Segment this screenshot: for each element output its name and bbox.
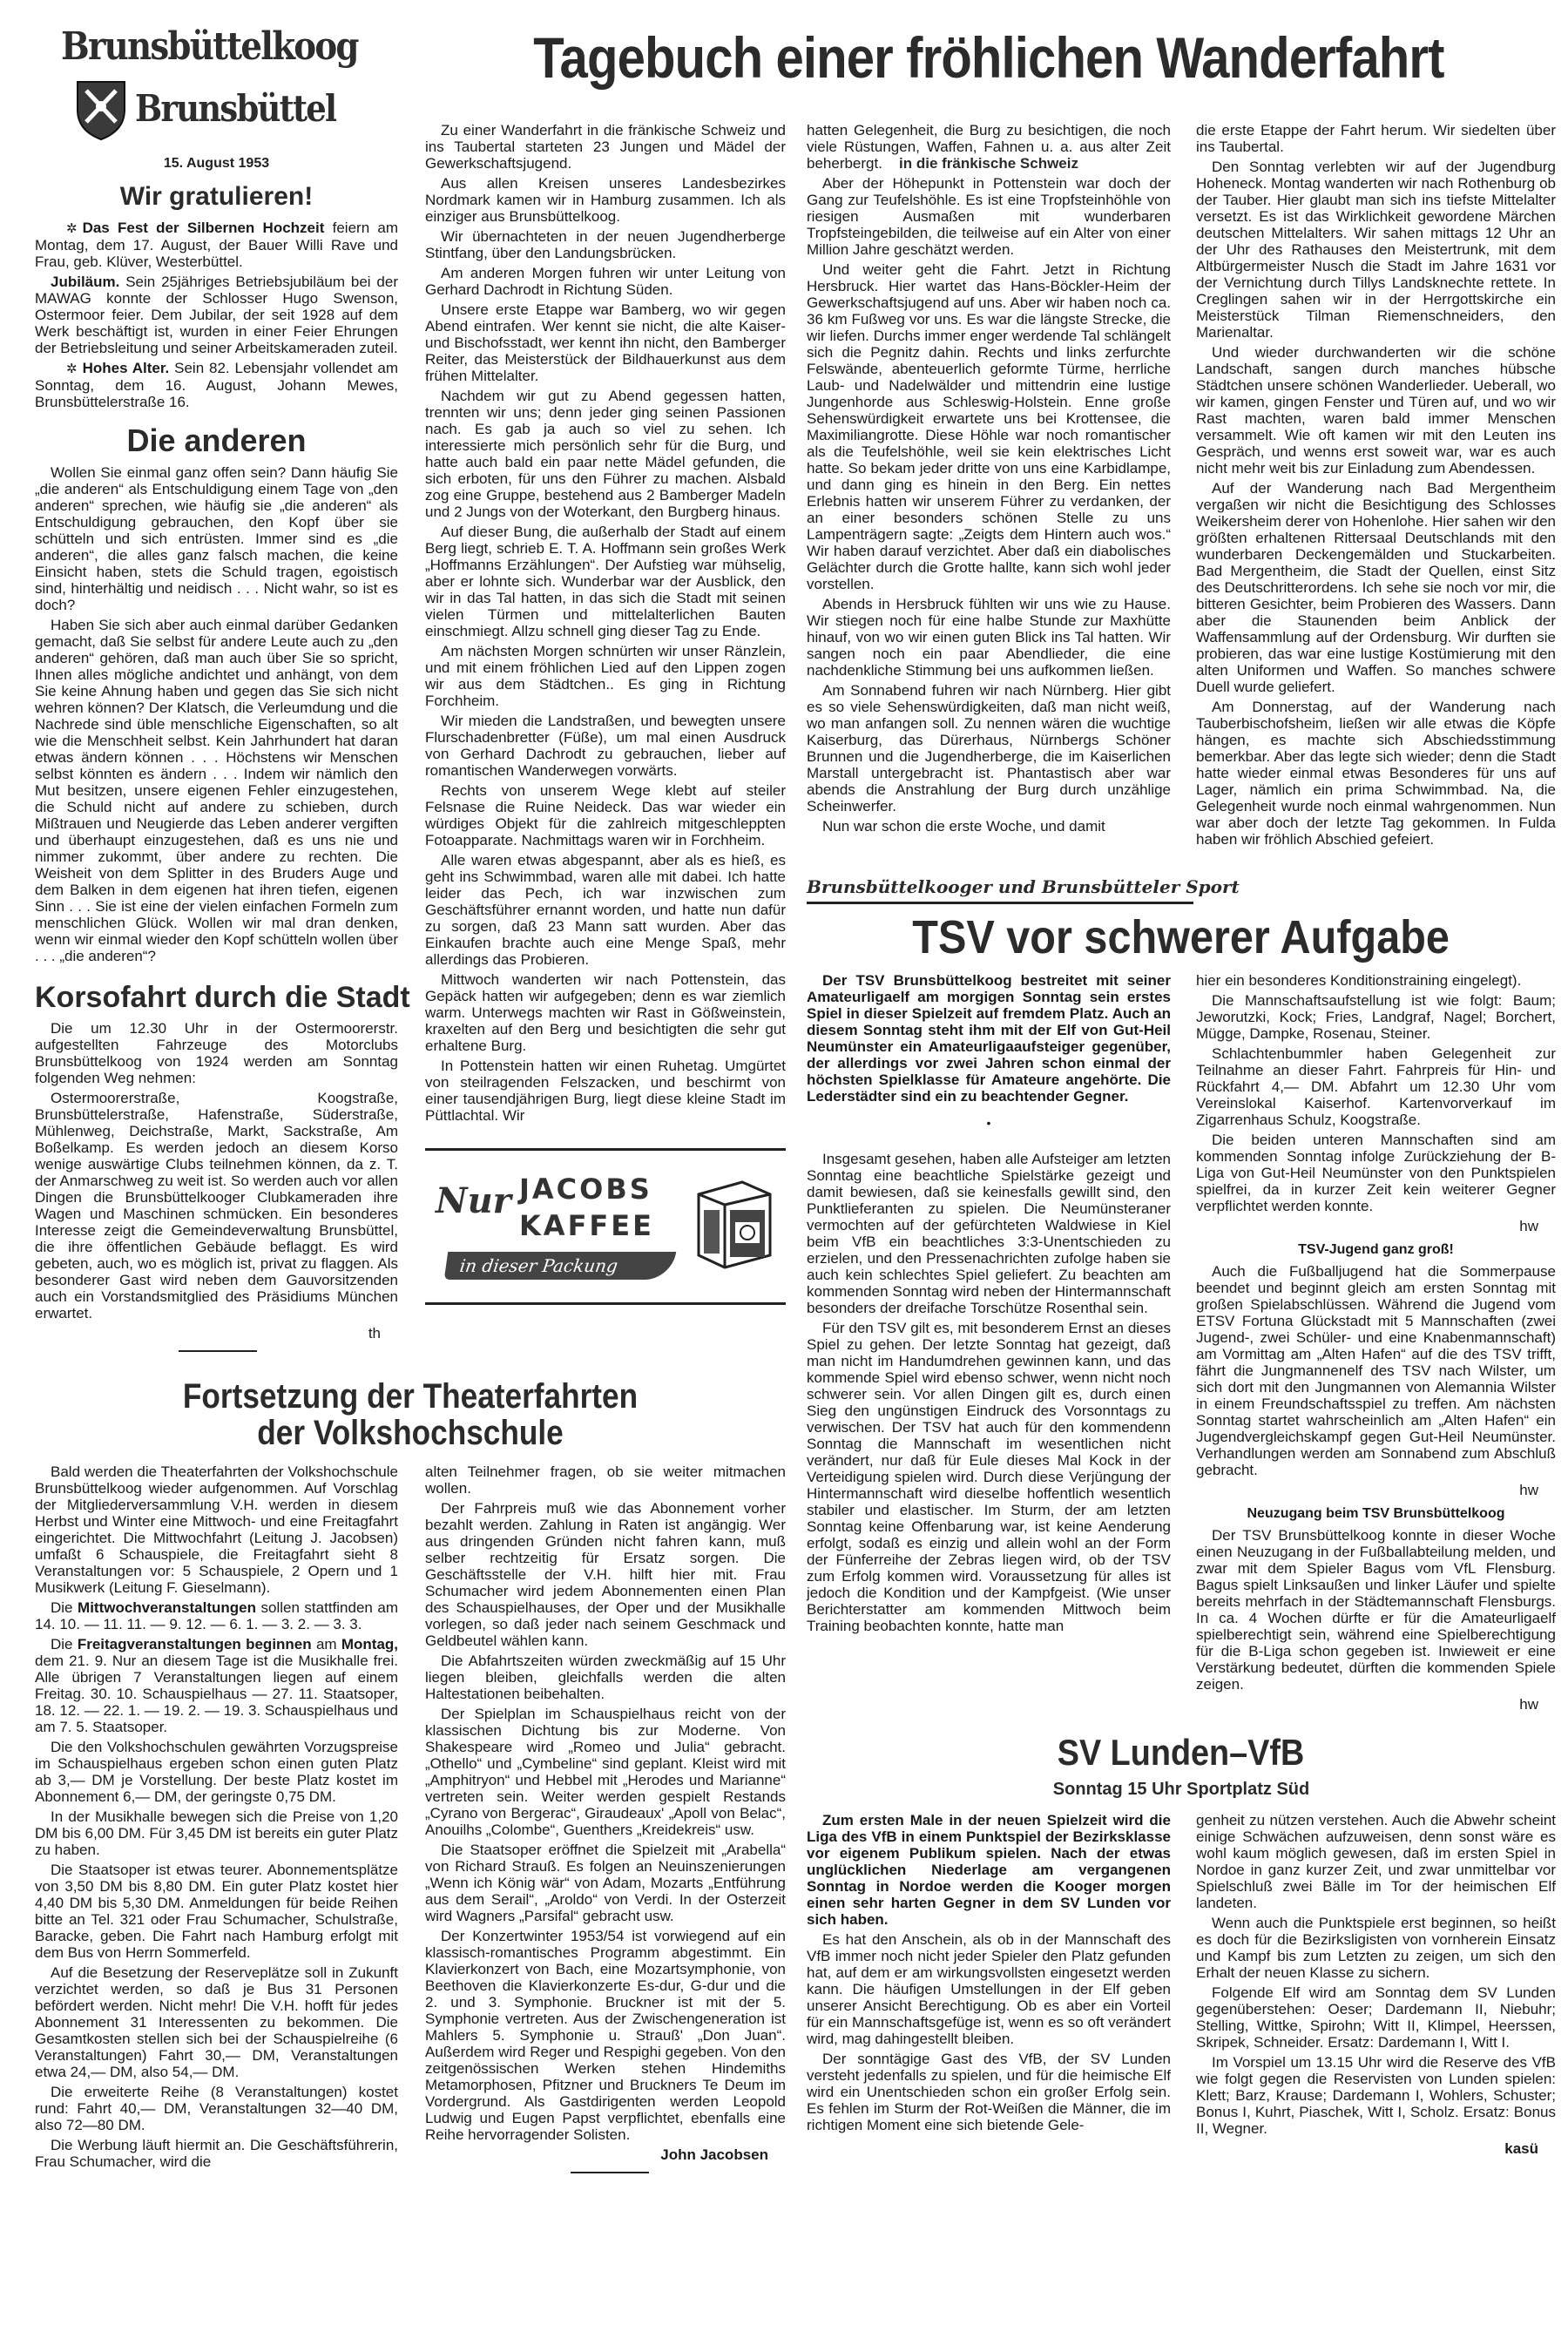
paragraph: Bald werden die Theaterfahrten der Volkshochschule Brunsbüttelkoog wieder aufgenommen. Auf Vorschlag der Mitgliederversammlung V.H. werden in diesem Herbst und Winter eine Mittwoch- und eine Freitagfahrt eingerichtet. Die Mittwochfahrt (Leitung J. Jacobsen) umfaßt 6 Schauspiele, die Freitagfahrt sieht 8 Veranstaltungen vor: 5 Schauspiele, 2 Opern und 1 Musikwerk (Leitung F. Gieselmann). [35, 1463, 398, 1596]
lunden-headline [807, 1732, 1556, 1774]
congrats-heading: Wir gratulieren! [119, 182, 314, 211]
paragraph: alten Teilnehmer fragen, ob sie weiter mitmachen wollen. [425, 1463, 786, 1497]
paragraph: Wollen Sie einmal ganz offen sein? Dann häufig Sie „die anderen“ als Entschuldigung einem Tage von „den anderen“ sprechen, wie häufig sie „die anderen“ als Entschuldigung gebrauchen, den Kopf über sie schütteln und sich entrüsten. Immer sind es „die anderen“, die alles ganz falsch machen, die keine Einsicht haben, stets die Schuld tragen, egoistisch sind, hinterhältig und neidisch . . . Nicht wahr, so ist es doch? [35, 464, 398, 613]
divider [425, 1148, 786, 1151]
author-signature: hw [1519, 1482, 1538, 1498]
paragraph: Es hat den Anschein, als ob in der Mannschaft des VfB immer noch nicht jeder Spieler den Platz gefunden hat, auf dem er am wirkungsvollsten eingesetzt werden kann. Die häufigen Umstellungen in der Elf geben unserer Ansicht Berechtigung. Ob es aber ein Vorteil für ein Mannschaftsgefüge ist, wenn es so oft verändert wird, mag dahingestellt bleiben. [807, 1931, 1171, 2047]
ad-script: Nur [436, 1180, 511, 1221]
bold-text-run: Jubiläum. [51, 274, 120, 290]
author-signature: hw [1519, 1218, 1538, 1234]
paragraph: Am Donnerstag, auf der Wanderung nach Tauberbischofsheim, ließen wir alle etwas die Köpfe hängen, es machte sich Abschiedsstimmung bemerkbar. Aber das legte sich wieder; denn die Stadt hatte wieder einmal etwas Besonderes für uns auf Lager, nämlich ein prima Schwimmbad. Na, die Gelegenheit wurde noch einmal wahrgenommen. Nun war aber doch der letzte Tag gekommen. In Fulda haben wir fröhlich Abschied gefeiert. [1196, 699, 1556, 848]
notice-item [35, 360, 398, 410]
paragraph [807, 1812, 1171, 1928]
paragraph: Nun war schon die erste Woche, und damit [822, 818, 1105, 835]
wander-subtitle: in die fränkische Schweiz [899, 155, 1078, 172]
paragraph: Die beiden unteren Mannschaften sind am kommenden Sonntag infolge Zurückziehung der B-Liga von Gut-Heil Neumünster von den Punktspielen spielfrei, da in kurzer Zeit kein weiterer Gegner verpflichtet werden konnte. [1196, 1132, 1556, 1214]
paragraph: Die Werbung läuft hiermit an. Die Geschäftsführerin, Frau Schumacher, wird die [35, 2137, 398, 2170]
paragraph: Am Sonnabend fuhren wir nach Nürnberg. Hier gibt es so viele Sehenswürdigkeiten, daß man nicht weiß, wo man anfangen soll. Zu nennen wären die wuchtige Kaiserburg, das Dürerhaus, Nürnbergs Schöner Brunnen und die Jugendherberge, die im Kaiserlichen Marstall untergebracht ist. Phantastisch aber war abends die Anstrahlung der Burg durch unzählige Scheinwerfer. [807, 682, 1171, 814]
paragraph: die erste Etappe der Fahrt herum. Wir siedelten über ins Taubertal. [1196, 122, 1556, 155]
tsv-column-1 [807, 972, 1171, 1638]
paragraph: Die Mannschaftsaufstellung ist wie folgt: Baum; Jeworutzki, Kock; Fries, Landgraf, Nagel; Borchert, Mügge, Dampke, Rosenau, Steiner. [1196, 992, 1556, 1042]
masthead-logo [35, 24, 398, 146]
theater-headline-line1: Fortsetzung der Theaterfahrten [182, 1377, 639, 1416]
text-run: Die [51, 1636, 78, 1653]
right-half [807, 122, 1556, 2162]
text-run: feiern am Montag, dem 17. August, der Bauer Willi Rave und Frau, geb. Klüver, Westerbüttel. [35, 220, 398, 270]
paragraph [35, 1636, 398, 1735]
korso-column [35, 1020, 398, 1347]
paragraph: Die Abfahrtszeiten würden zweckmäßig auf 15 Uhr liegen bleiben, gleichfalls werden die alten Haltestationen beibehalten. [425, 1653, 786, 1702]
congrats-column [35, 220, 398, 414]
bold-text-run: Der TSV Brunsbüttelkoog bestreitet mit seiner Amateurligaelf am morgigen Sonntag sein erstes Spiel in dieser Spielzeit auf fremdem Platz. Auch an diesem Sonntag steht ihm mit der Elf von Gut-Heil Neumünster ein Amateurligaaufsteiger gegenüber, der allerdings vor zwei Jahren schon einmal der höchsten Spielklasse für Amateure angehörte. Die Lederstädter sind ein zu beachtender Gegner. [807, 972, 1171, 1105]
paragraph: Der sonntägige Gast des VfB, der SV Lunden versteht jedenfalls zu spielen, und für die heimische Elf wird ein Unentschieden schon ein großer Erfolg sein. Es fehlen im Sturm der Rot-Weißen die Männer, die im richtigen Moment eine sich bietende Gele- [807, 2051, 1171, 2133]
notice-item [35, 274, 398, 356]
coffee-package-icon [690, 1175, 774, 1271]
lunden-row [807, 1812, 1556, 2162]
bold-text-run: Freitagveranstaltungen beginnen [77, 1636, 312, 1653]
bold-text-run: Hohes Alter. [82, 360, 170, 376]
paragraph: Nachdem wir gut zu Abend gegessen hatten, trennten wir uns; denn jeder ging seinen Passionen nach. Es gab ja auch so viel zu sehen. Ich interessierte mich persönlich sehr für die Burg, und hatte auch bald ein paar nette Mädel gefunden, die sich erboten, für uns den Führer zu machen. Alsbald zog eine Gruppe, bestehend aus 2 Bamberger Madeln und 2 Jungs von der Woterkant, den Burgberg hinaus. [425, 388, 786, 520]
paragraph: Haben Sie sich aber auch einmal darüber Gedanken gemacht, daß Sie selbst für andere Leute auch zu „den anderen“ gehören, daß man auch über Sie so spricht, Ihnen alles mögliche andichtet und anhängt, von dem Sie keine Ahnung haben und gegen das Sie sich nicht wehren können? Der Klatsch, die Verleumdung und die Nachrede sind üble menschliche Eigenschaften, so alt wie die Menschheit selbst. Kein Jahrhundert hat daran etwas ändern können . . . Höchstens wir Menschen selbst könnten es ändern . . . Indem wir nämlich den Mut besitzen, unsere eigenen Fehler einzugestehen, die Schuld nicht auf andere zu schieben, durch Mißtrauen und Neugierde das Leben anderer vergiften und überhaupt einzugestehen, daß es uns nie und nimmer zukommt, über andere zu rechten. Die Weisheit von dem Splitter in des Bruders Auge und dem Balken in dem eigenen hat ihren tiefen, eigenen Sinn . . . Sie ist eine der vielen einfachen Formeln zum menschlichen Glück. Wollen wir mal dran denken, wenn wir einmal wieder den Kopf schütteln wollen über . . . „die anderen“? [35, 617, 398, 964]
author-signature: hw [1519, 1696, 1538, 1713]
paragraph: Wir übernachteten in der neuen Jugendherberge Stintfang, über den Landungsbrücken. [425, 228, 786, 261]
paragraph: Der Fahrpreis muß wie das Abonnement vorher bezahlt werden. Zahlung in Raten ist angängig. Wer aus dringenden Gründen nicht fahren kann, muß selber rechtzeitig für Ersatz sorgen. Die Geschäftsstelle der V.H. hilft hier mit. Frau Schumacher wird jedem Abonnementen einen Plan des Schauspielhauses, der Oper und der Musikhalle vorlegen, so daß jeder nach seinem Geschmack und Geldbeutel wählen kann. [425, 1500, 786, 1649]
paragraph: Rechts von unserem Wege klebt auf steiler Felsnase die Ruine Neideck. Das war wieder ein würdiges Objekt für die zahlreich mitgeschleppten Fotoapparate. Nachmittags waren wir in Forchheim. [425, 782, 786, 848]
paragraph: Wir mieden die Landstraßen, und bewegten unsere Flurschadenbretter (Füße), um mal einen Ausdruck von Gerhard Dachrodt zu gebrauchen, lieber auf romantischen Wanderwegen vorwärts. [425, 713, 786, 779]
divider [571, 2172, 649, 2173]
paragraph: genheit zu nützen verstehen. Auch die Abwehr scheint einige Schwächen aufzuweisen, denn sonst wäre es wohl kaum möglich gewesen, daß im ersten Spiel in Nordoe in ganz kurzer Zeit, und zwar unmittelbar vor Spielschluß zwei Bälle im Tor der heimischen Elf landeten. [1196, 1812, 1556, 1911]
paragraph [35, 1599, 398, 1632]
jacobs-kaffee-ad [436, 1172, 775, 1285]
korso-heading: Korsofahrt durch die Stadt [35, 981, 410, 1014]
text-run: sollen stattfinden am 14. 10. — 11. 11. — 9. 12. — 6. 1. — 3. 2. — 3. 3. [35, 1599, 399, 1632]
wander-column-3 [1196, 122, 1556, 851]
ad-banner-text: in dieser Packung [458, 1255, 619, 1276]
ad-brand: JACOBS [519, 1173, 652, 1206]
author-signature: th [368, 1325, 381, 1342]
paragraph: Die Staatsoper ist etwas teurer. Abonnementsplätze von 3,50 DM bis 8,80 DM. Ein guter Platz kostet hier 4,40 DM bis 5,30 DM. Anmeldungen für beide Reihen bitte an Tel. 321 oder Frau Schumacher, Schulstraße, Baracke, geben. Die Fahrt nach Hamburg erfolgt mit dem Bus von Herrn Sommerfeld. [35, 1862, 398, 1961]
paragraph: Folgende Elf wird am Sonntag dem SV Lunden gegenüberstehen: Oeser; Dardemann II, Niebuhr; Stelling, Wittke, Spirohn; Witt II, Klimpel, Heerssen, Skripek, Schneider. Ersatz: Dardemann I, Witt I. [1196, 1984, 1556, 2051]
theater-column-1 [35, 1463, 398, 2173]
tsv-headline [807, 911, 1556, 963]
theater-headline [35, 1378, 786, 1451]
author-signature: kasü [1504, 2140, 1538, 2157]
star-icon: ✲ [66, 221, 78, 236]
paragraph: Auch die Fußballjugend hat die Sommerpause beendet und beginnt gleich am ersten Sonntag mit großen Spielabschlüssen. Während die Jugend vom ETSV Fortuna Glückstadt mit 5 Mannschaften (zwei Jugend-, zwei Schüler- und eine Knabenmannschaft) am Vormittag am „Alten Hafen“ auf die des TSV trifft, fährt die Jungmannenelf des TSV nach Wilster, um sich dort mit den Jungmannen von Alemannia Wilster in einem Freundschaftsspiel zu treffen. Am nächsten Sonntag startet wahrscheinlich am „Alten Hafen“ ein Jugendvergleichskampf gegen Gut-Heil Neumünster. Verhandlungen werden am Sonnabend zum Abschluß gebracht. [1196, 1263, 1556, 1478]
paragraph: hatten Gelegenheit, die Burg zu besichtigen, die noch viele Rüstungen, Waffen, Fahnen u. a. aus alter Zeit beherbergt. [807, 122, 1171, 172]
star-icon: ✲ [66, 362, 78, 376]
left-half [35, 24, 786, 2173]
paragraph: Auf die Besetzung der Reserveplätze soll in Zukunft verzichtet werden, so daß je Bus 31 Personen befördert werden. Nicht mehr! Die V.H. hofft für jedes Abonnement 31 Interessenten zu bekommen. Die Gesamtkosten stellen sich bei der Schauspielreihe (6 Veranstaltungen) Fahrt 30,— DM, Veranstaltungen etwa 24,— DM, also 54,— DM. [35, 1964, 398, 2080]
paragraph: Den Sonntag verlebten wir auf der Jugendburg Hoheneck. Montag wanderten wir nach Rothenburg ob der Tauber. Hier glaubt man sich ins tiefste Mittelalter versetzt. Es ist das Wirklichkeit gewordene Märchen deutschen Mittelalters. Wir sahen mittags 12 Uhr an der Uhr des Rathauses den Meistertrunk, mit dem Altbürgermeister Nusch die Stadt im Jahre 1631 vor der Vernichtung durch Tillys Landsknechte rettete. In Creglingen sahen wir in der Herrgottskirche ein Meisterstück Tilman Riemenschneiders, den Marienaltar. [1196, 159, 1556, 341]
local-news-column [35, 24, 410, 1352]
paragraph: Der Spielplan im Schauspielhaus reicht von der klassischen Dichtung bis zur Moderne. Von Shakespeare wird „Romeo und Julia“ gebracht. „Othello“ und „Cymbeline“ sind geplant. Kleist wird mit „Amphitryon“ und Hebbel mit „Herodes und Marianne“ vertreten sein. Weiter werden gespielt Restands „Cyrano von Bergerac“, Giraudeaux' „Apoll von Belac“, Anouilhs „Colombe“, Guenthers „Kreidekreis“ usw. [425, 1706, 786, 1838]
paragraph: hier ein besonderes Konditionstraining eingelegt). [1196, 972, 1522, 989]
wander-column-1 [425, 122, 786, 1127]
divider [425, 1302, 786, 1305]
masthead-line2: Brunsbüttel [135, 87, 336, 130]
lunden-column-1 [807, 1812, 1171, 2137]
paragraph: Am nächsten Morgen schnürten wir unser Ränzlein, und mit einem fröhlichen Lied auf den Lippen zogen wir aus dem Städtchen.. Es ging in Richtung Forchheim. [425, 643, 786, 709]
paragraph: Die erweiterte Reihe (8 Veranstaltungen) kostet rund: Fahrt 40,— DM, Veranstaltungen 32—40 DM, also 72—80 DM. [35, 2084, 398, 2133]
divider [807, 902, 1193, 904]
wander-column-1-stack [425, 122, 786, 1305]
masthead-line1: Brunsbüttelkoog [61, 24, 358, 69]
paragraph: Für den TSV gilt es, mit besonderem Ernst an dieses Spiel zu gehen. Der letzte Sonntag hat gezeigt, daß man nicht im Handumdrehen gewinnen kann, und das kommende Spiel wird ebenso schwer, wenn nicht noch schwerer sein. Vor allen Dingen gilt es, durch einen Sieg den ungünstigen Eindruck des Vorsonntags zu verwischen. Der TSV hat auch für den kommendenn Sonntag die Mannschaft im wesentlichen nicht verändert, nur daß für Eule dieses Mal Kock in der Verteidigung spielen wird. Durch diese Verjüngung der Hintermannschaft wird dieselbe hoffentlich wesentlich stabiler und elastischer. Im Sturm, der am letzten Sonntag keine Offenbarung war, ist keine Aenderung erfolgt, sodaß es einzig und allein wohl an der Form der Fünferreihe der Zebras liegen wird, ob der TSV zum Erfolg kommen wird. Voraussetzung für alles ist jedoch die Kondition und der Kampfgeist. (Wie unser Berichterstatter am kommenden Mittwoch beim Training beobachten konnte, hatte man [807, 1320, 1171, 1634]
paragraph: Und wieder durchwanderten wir die schöne Landschaft, sangen durch manches hübsche Städtchen unsere schönen Wanderlieder. Ueberall, wo wir kamen, gingen Fenster und Türen auf, und wo wir Rast machten, waren bald immer Menschen versammelt. Wie oft kamen wir mit den Leuten ins Gespräch, und wenns erst soweit war, war es auch nicht mehr weit bis zur Einladung zum Abendessen. [1196, 344, 1556, 476]
tsv-headline-text: TSV vor schwerer Aufgabe [912, 911, 1450, 963]
bold-text-run: Das Fest der Silbernen Hochzeit [82, 220, 325, 236]
left-top-row [35, 24, 786, 1352]
paragraph: Zu einer Wanderfahrt in die fränkische Schweiz und ins Taubertal starteten 23 Jungen und Mädel der Gewerkschaftsjugend. [425, 122, 786, 172]
paragraph: Am anderen Morgen fuhren wir unter Leitung von Gerhard Dachrodt in Richtung Süden. [425, 265, 786, 298]
paragraph: Die den Volkshochschulen gewährten Vorzugspreise im Schauspielhaus ergeben schon einen guten Platz ab 3,— DM je Vorstellung. Der beste Platz kostet im Abonnement 6,— DM, der geringste 0,75 DM. [35, 1739, 398, 1805]
paragraph: Und weiter geht die Fahrt. Jetzt in Richtung Hersbruck. Hier wartet das Hans-Böckler-Heim der Gewerkschaftsjugend auf uns. Aber wir haben noch ca. 36 km Fußweg vor uns. Es war die längste Strecke, die wir liefen. Durchs immer enger werdende Tal schlängelt sich die Pegnitz dahin. Rechts und links zerfurchte Felswände, abenteuerlich geformte Türme, herrliche Laub- und Nadelwälder und mittendrin eine lustige Jungenhorde aus Schleswig-Holstein. Enne große Sehenswürdigkeit erwartete uns bei Krottensee, die Maximiliangrotte. Diese Höhle war noch romantischer als die Teufelshöhle, weil sie kein elektrisches Licht hatte. So bekam jeder dritte von uns eine Karbidlampe, und dann ging es hinein in den Berg. Ein nettes Erlebnis hatten wir unserem Führer zu verdanken, der an einer besonders schönen Stelle zu uns Lampenträgern sagte: „Zeigts dem Hintern auch wos.“ Wir haben darauf verzichtet. Aber daß ein diabolisches Gelächter durch die Grotte hallte, kann sich wohl jeder vorstellen. [807, 261, 1171, 592]
wander-headline-text: Tagebuch einer fröhlichen Wanderfahrt [533, 25, 1444, 90]
paragraph: Aber der Höhepunkt in Pottenstein war doch der Gang zur Teufelshöhle. Es ist eine Tropfsteinhöhle von riesigen Ausmaßen mit wunderbaren Tropfsteingebilden, die teilweise auf ein Alter von einer Million Jahre geschätzt werden. [807, 175, 1171, 258]
others-heading: Die anderen [126, 422, 307, 458]
issue-date: 15. August 1953 [163, 156, 270, 171]
notice-item [35, 220, 398, 270]
paragraph: Die Staatsoper eröffnet die Spielzeit mit „Arabella“ von Richard Strauß. Es folgen an Neuinszenierungen „Wenn ich König wär“ von Adam, Mozarts „Entführung aus dem Serail“, „Aroldo“ von Verdi. In der Osterzeit wird Wagners „Parsifal“ gebracht usw. [425, 1842, 786, 1924]
paragraph: Unsere erste Etappe war Bamberg, wo wir gegen Abend eintrafen. Wer kennt sie nicht, die alte Kaiser- und Bischofsstadt, wer kennt ihn nicht, den Bamberger Reiter, das Meisterstück der Bildhauerkunst aus dem frühen Mittelalter. [425, 301, 786, 384]
author-signature: John Jacobsen [660, 2146, 768, 2163]
paragraph: Im Vorspiel um 13.15 Uhr wird die Reserve des VfB wie folgt gegen die Reservisten von Lunden spielen: Klett; Barz, Krause; Dardemann I, Wohlers, Schuster; Bonus I, Kuhrt, Piaschek, Witt I, Scholz. Ersatz: Bonus II, Wegner. [1196, 2054, 1556, 2137]
paragraph: Der TSV Brunsbüttelkoog konnte in dieser Woche einen Neuzugang in der Fußballabteilung melden, und zwar mit dem Spieler Bagus vom VfL Flensburg. Bagus spielt Linksaußen und linker Läufer und spielte bereits mehrfach in der Städtemannschaft Flensburgs. In ca. 4 Wochen dürfte er für die Amateurligaelf spielberechtigt sein, während eine Spielberechtigung für die B-Liga schon gegeben ist. Inwieweit er eine Verstärkung bedeutet, dürften die kommenden Spiele zeigen. [1196, 1527, 1556, 1693]
separator-dot: • [986, 1116, 991, 1130]
theater-column-2 [425, 1463, 786, 2168]
bold-text-run: Mittwochveranstaltungen [78, 1599, 256, 1616]
paragraph: In der Musikhalle bewegen sich die Preise von 1,20 DM bis 6,00 DM. Für 3,45 DM ist bereits ein guter Platz zu haben. [35, 1808, 398, 1858]
paragraph: Der Konzertwinter 1953/54 ist vorwiegend auf ein klassisch-romantisches Programm abgestimmt. Ein Klavierkonzert von Bach, eine Mozartsymphonie, von Beethoven die Klavierkonzerte Es-dur, G-dur und die 2. und 3. Symphonie. Bruckner ist mit der 5. Symphonie vertreten. Aus der Zwischengeneration ist Mahlers 5. Symphonie u. Strauß' „Don Juan“. Außerdem wird Reger und Respighi gegeben. Von den zeitgenössischen Werken stehen Hindemiths Metamorphosen, Pfitzner und Bruckners Te Deum im Vordergrund. Als Gastdirigenten werden Leopold Ludwig und Eugen Papst verpflichtet, ebenfalls eine Reihe hervorragender Solisten. [425, 1928, 786, 2143]
wander-column-2 [807, 122, 1171, 838]
others-column [35, 464, 398, 968]
paragraph: Schlachtenbummler haben Gelegenheit zur Teilnahme an dieser Fahrt. Fahrpreis für Hin- und Rückfahrt 4,— DM. Abfahrt um 12.30 Uhr vom Vereinslokal Kaiserhof. Kartenvorverkauf im Zigarrenhaus Schulz, Koogstraße. [1196, 1045, 1556, 1128]
paragraph: Alle waren etwas abgespannt, aber als es hieß, es geht ins Schwimmbad, waren alle mit dabei. Ich hatte leider das Pech, ich war inzwischen zum Geschäftsführer ernannt worden, und hatte nun dafür zu sorgen, daß 23 Mann satt wurden. Aber das Einkaufen brachte auch eine Menge Spaß, mehr allerdings das Probieren. [425, 852, 786, 968]
ad-product: KAFFEE [519, 1209, 654, 1242]
paragraph: Aus allen Kreisen unseres Landesbezirkes Nordmark kamen wir in Hamburg zusammen. Ich als einziger aus Brunsbüttelkoog. [425, 175, 786, 225]
text-run: Sein 82. Lebensjahr vollendet am Sonntag, dem 16. August, Johann Mewes, Brunsbüttelerstraße 16. [35, 360, 398, 410]
lunden-headline-text: SV Lunden–VfB [1058, 1732, 1305, 1773]
paragraph: Wenn auch die Punktspiele erst beginnen, so heißt es doch für die Bezirksligisten von vornherein Einsatz und Kampf bis zum Letzten zu zeigen, um sich den Erhalt der neuen Klasse zu sichern. [1196, 1915, 1556, 1981]
text-run: am [311, 1636, 341, 1653]
lunden-column-2 [1196, 1812, 1556, 2162]
tsv-row [807, 972, 1556, 1718]
paragraph: In Pottenstein hatten wir einen Ruhetag. Umgürtet von steilragenden Felszacken, und beschirmt von einer tausendjährigen Burg, liegt diese kleine Stadt im Püttlachtal. Wir [425, 1058, 786, 1124]
paragraph: Die um 12.30 Uhr in der Ostermoorerstr. aufgestellten Fahrzeuge des Motorclubs Brunsbüttelkoog von 1924 werden am Sonntag folgenden Weg nehmen: [35, 1020, 398, 1086]
lunden-subtitle: Sonntag 15 Uhr Sportplatz Süd [1052, 1780, 1310, 1799]
paragraph: Auf dieser Bung, die außerhalb der Stadt auf einem Berg liegt, schrieb E. T. A. Hoffmann sein großes Werk „Hoffmanns Erzählungen“. Der Aufstieg war mühselig, aber er lohnte sich. Wunderbar war der Ausblick, den wir in das Tal hatten, in das sich die Stadt mit seinen vielen Türmen und mittelalterlichen Bauten einschmiegt. Allzu schnell ging dieser Tag zu Ende. [425, 524, 786, 639]
theater-headline-line2: der Volkshochschule [257, 1414, 564, 1452]
wander-right-row [807, 122, 1556, 851]
theater-column-2-stack [425, 1463, 786, 2173]
divider [179, 1350, 257, 1352]
tsv-column-2 [1196, 972, 1556, 1718]
text-run: Die [51, 1599, 78, 1616]
paragraph: Mittwoch wanderten wir nach Pottenstein, das Gepäck hatten wir aufgegeben; denn es war ziemlich warm. Unterwegs machten wir Rast in Gößweinstein, kraxelten auf den Berg und besichtigten die sehr gut erhaltene Burg. [425, 971, 786, 1054]
coat-of-arms-icon [74, 78, 128, 141]
sport-section-label: Brunsbüttelkooger und Brunsbütteler Sport [807, 876, 1240, 897]
paragraph: Abends in Hersbruck fühlten wir uns wie zu Hause. Wir stiegen noch für eine halbe Stunde zur Maxhütte hinauf, von wo wir einen guten Blick ins Tal hatten. Wir sangen noch ein paar Abendlieder, die eine nachdenkliche Stimmung bei uns aufkommen ließen. [807, 596, 1171, 679]
paragraph [807, 972, 1171, 1105]
paragraph: Insgesamt gesehen, haben alle Aufsteiger am letzten Sonntag eine beachtliche Spielstärke gezeigt und damit bewiesen, daß sie keinesfalls gewillt sind, den Punktlieferanten zu spielen. Die Neumünsteraner vermochten auf der gefürchteten Waldwiese in Kiel beim VfB ein beachtliches 3:3-Unentschieden zu erzielen, und den Pressenachrichten zufolge haben sie auch kein schlechtes Spiel geliefert. Zu beachten am kommenden Sonntag wird neben der Hintermannschaft besonders der dreifache Torschütze Rosenthal sein. [807, 1151, 1171, 1316]
paragraph: Ostermoorerstraße, Koogstraße, Brunsbüttelerstraße, Hafenstraße, Süderstraße, Mühlenweg, Deichstraße, Markt, Sackstraße, Am Boßelkamp. Es werden jedoch an diesem Korso wenige auswärtige Clubs teilnehmen können, da z. T. der Anmarschweg zu weit ist. So werden auch vor allen Dingen die Brunsbüttelkooger Clubkameraden ihre Wagen und Maschinen schmücken. Ein besonderes Interesse zeigt die Gemeindeverwaltung Brunsbüttel, die ihre öffentlichen Gebäude beflaggt. Es wird gebeten, auch, wo es möglich ist, privat zu flaggen. Als besonderer Gast wird neben dem Gauvorsitzenden auch ein Vorstandsmitglied des Präsidiums München erwartet. [35, 1090, 398, 1321]
subheading: Neuzugang beim TSV Brunsbüttelkoog [1247, 1506, 1505, 1521]
text-run: dem 21. 9. Nur an diesem Tage ist die Musikhalle frei. Alle übrigen 7 Veranstaltungen liegen auf einem Freitag. 30. 10. Schauspielhaus — 27. 11. Staatsoper, 18. 12. — 22. 1. — 19. 2. — 19. 3. Schauspielhaus und am 7. 5. Staatsoper. [35, 1653, 398, 1735]
subheading: TSV-Jugend ganz groß! [1298, 1242, 1454, 1257]
paragraph: Auf der Wanderung nach Bad Mergentheim vergaßen wir nicht die Besichtigung des Schlosses Weikersheim derer von Hohenlohe. Hier sahen wir den größten erhaltenen Rittersaal Deutschlands mit den wunderbaren Deckengemälden und Stuckarbeiten. Bad Mergentheim, die Stadt der Quellen, einst Sitz des Deutschritterordens. Ich sehe sie noch vor mir, die bitteren Gesichter, beim Probieren des Wassers. Dann aber die Staunenden beim Anblick der Waffensammlung auf der Ordensburg. Wir durften sie probieren, das war eine lustige Kostümierung mit den alten Uniformen und Waffen. So manches schwere Duell wurde geliefert. [1196, 480, 1556, 695]
bold-text-run: Zum ersten Male in der neuen Spielzeit wird die Liga des VfB in einem Punktspiel der Bezirksklasse vor eigenem Publikum spielen. Nach der etwas unglücklichen Niederlage am vergangenen Sonntag in Nordoe werden die Kooger morgen einen sehr harten Gegner in dem SV Lunden vor sich haben. [807, 1812, 1171, 1928]
bold-text-run: Montag, [341, 1636, 399, 1653]
text-run: Sein 25jähriges Betriebsjubiläum bei der MAWAG konnte der Schlosser Hugo Swenson, Ostermoor feier. Dem Jubilar, der seit 1928 auf dem Werk beschäftigt ist, wurden in einer Feier Ehrungen der Betriebsleitung und seiner Arbeitskameraden zuteil. [35, 274, 398, 356]
theater-row [35, 1463, 786, 2173]
ad-banner [444, 1252, 676, 1280]
